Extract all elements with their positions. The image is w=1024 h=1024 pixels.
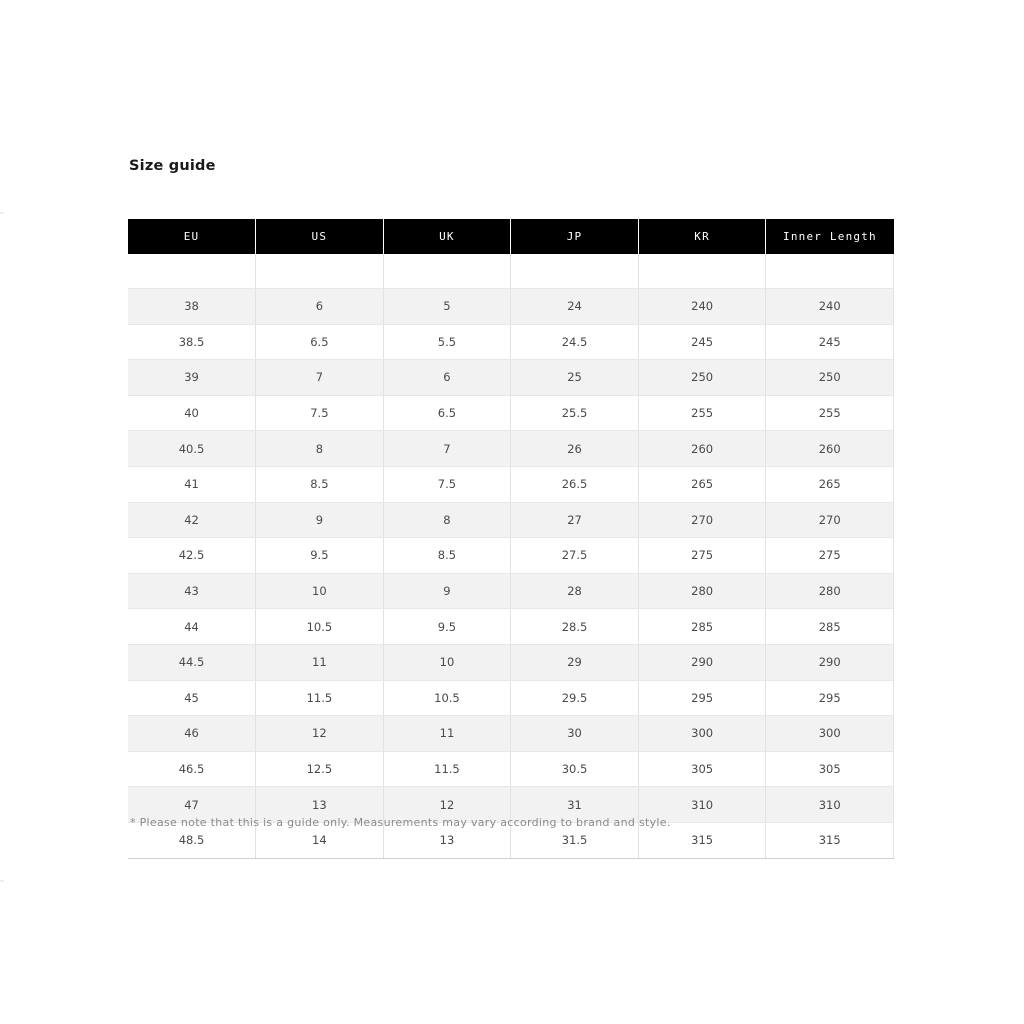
table-cell: 31 — [511, 787, 639, 823]
table-cell: 42.5 — [128, 538, 256, 574]
table-cell: 40 — [128, 395, 256, 431]
table-cell: 8.5 — [383, 538, 511, 574]
table-cell — [638, 254, 766, 289]
left-edge-rule-top — [0, 212, 4, 214]
table-cell: 270 — [766, 502, 894, 538]
table-cell: 12.5 — [256, 751, 384, 787]
table-cell: 300 — [766, 716, 894, 752]
table-cell: 315 — [638, 822, 766, 858]
table-cell: 30.5 — [511, 751, 639, 787]
table-cell — [256, 254, 384, 289]
table-row — [128, 431, 894, 467]
table-cell: 11.5 — [256, 680, 384, 716]
table-cell: 6.5 — [256, 324, 384, 360]
table-row — [128, 751, 894, 787]
table-footnote: * Please note that this is a guide only. Measurements may vary according to brand and style. — [130, 816, 671, 829]
table-cell: 6 — [383, 360, 511, 396]
table-cell: 27 — [511, 502, 639, 538]
table-cell: 26.5 — [511, 466, 639, 502]
table-cell: 255 — [638, 395, 766, 431]
table-cell: 10 — [383, 644, 511, 680]
table-cell: 41 — [128, 466, 256, 502]
table-cell: 12 — [256, 716, 384, 752]
table-cell — [766, 254, 894, 289]
table-cell: 275 — [638, 538, 766, 574]
table-cell: 9 — [383, 573, 511, 609]
table-cell: 29 — [511, 644, 639, 680]
table-row — [128, 502, 894, 538]
table-cell: 305 — [638, 751, 766, 787]
table-cell: 13 — [256, 787, 384, 823]
table-cell: 240 — [766, 289, 894, 325]
table-cell: 9 — [256, 502, 384, 538]
table-cell: 14 — [256, 822, 384, 858]
table-row — [128, 324, 894, 360]
table-cell: 39 — [128, 360, 256, 396]
table-cell: 285 — [638, 609, 766, 645]
table-cell: 11 — [256, 644, 384, 680]
table-row — [128, 716, 894, 752]
table-cell: 240 — [638, 289, 766, 325]
table-cell: 46.5 — [128, 751, 256, 787]
left-edge-rule-bottom — [0, 880, 4, 882]
table-spacer-row — [128, 254, 894, 289]
table-cell: 8 — [383, 502, 511, 538]
table-cell: 305 — [766, 751, 894, 787]
column-header-us: US — [256, 219, 384, 254]
table-cell: 250 — [766, 360, 894, 396]
table-cell: 38.5 — [128, 324, 256, 360]
table-header — [128, 219, 894, 254]
table-row — [128, 680, 894, 716]
table-cell: 9.5 — [383, 609, 511, 645]
table-cell: 265 — [766, 466, 894, 502]
table-cell: 7 — [383, 431, 511, 467]
table-cell: 28.5 — [511, 609, 639, 645]
table-row — [128, 289, 894, 325]
table-cell: 29.5 — [511, 680, 639, 716]
table-row — [128, 360, 894, 396]
table-cell — [128, 254, 256, 289]
table-cell: 38 — [128, 289, 256, 325]
table-cell: 9.5 — [256, 538, 384, 574]
table-cell: 8.5 — [256, 466, 384, 502]
table-cell: 10 — [256, 573, 384, 609]
table-cell: 11 — [383, 716, 511, 752]
table-cell: 250 — [638, 360, 766, 396]
table-cell: 295 — [766, 680, 894, 716]
column-header-kr: KR — [638, 219, 766, 254]
column-header-jp: JP — [511, 219, 639, 254]
table-cell: 260 — [766, 431, 894, 467]
table-cell: 290 — [638, 644, 766, 680]
table-cell: 10.5 — [256, 609, 384, 645]
table-cell: 44 — [128, 609, 256, 645]
table-cell: 295 — [638, 680, 766, 716]
table-row — [128, 395, 894, 431]
column-header-eu: EU — [128, 219, 256, 254]
table-body — [128, 254, 894, 858]
table-row — [128, 573, 894, 609]
table-cell: 310 — [766, 787, 894, 823]
table-cell: 280 — [638, 573, 766, 609]
table-cell: 28 — [511, 573, 639, 609]
table-cell: 45 — [128, 680, 256, 716]
table-cell: 27.5 — [511, 538, 639, 574]
page-title: Size guide — [129, 158, 216, 174]
table-cell: 5.5 — [383, 324, 511, 360]
table-row — [128, 644, 894, 680]
table-row — [128, 609, 894, 645]
table-cell: 275 — [766, 538, 894, 574]
table-cell: 46 — [128, 716, 256, 752]
column-header-uk: UK — [383, 219, 511, 254]
table-cell: 12 — [383, 787, 511, 823]
table-cell: 7.5 — [383, 466, 511, 502]
table-row — [128, 466, 894, 502]
table-cell: 24.5 — [511, 324, 639, 360]
table-cell: 44.5 — [128, 644, 256, 680]
table-cell: 25 — [511, 360, 639, 396]
table-cell: 43 — [128, 573, 256, 609]
table-cell: 245 — [638, 324, 766, 360]
table-cell: 25.5 — [511, 395, 639, 431]
table-cell: 5 — [383, 289, 511, 325]
table-cell: 255 — [766, 395, 894, 431]
table-cell: 48.5 — [128, 822, 256, 858]
table-cell: 280 — [766, 573, 894, 609]
table-cell: 11.5 — [383, 751, 511, 787]
table-cell: 315 — [766, 822, 894, 858]
table-cell: 31.5 — [511, 822, 639, 858]
table-cell: 42 — [128, 502, 256, 538]
column-header-inner-length: Inner Length — [766, 219, 894, 254]
table-cell: 265 — [638, 466, 766, 502]
table-cell: 285 — [766, 609, 894, 645]
table-cell — [511, 254, 639, 289]
table-header-row — [128, 219, 894, 254]
table-cell: 6 — [256, 289, 384, 325]
table-cell: 47 — [128, 787, 256, 823]
table-cell: 260 — [638, 431, 766, 467]
table-row — [128, 538, 894, 574]
table-cell: 26 — [511, 431, 639, 467]
table-cell: 270 — [638, 502, 766, 538]
table-cell: 310 — [638, 787, 766, 823]
table-cell: 300 — [638, 716, 766, 752]
table-cell: 7.5 — [256, 395, 384, 431]
table-cell: 6.5 — [383, 395, 511, 431]
table-cell: 13 — [383, 822, 511, 858]
table-cell: 30 — [511, 716, 639, 752]
table-cell: 24 — [511, 289, 639, 325]
table-cell: 40.5 — [128, 431, 256, 467]
size-table-wrapper — [128, 219, 894, 859]
table-cell: 10.5 — [383, 680, 511, 716]
table-cell: 245 — [766, 324, 894, 360]
table-cell: 8 — [256, 431, 384, 467]
table-cell: 290 — [766, 644, 894, 680]
size-conversion-table — [128, 219, 894, 859]
table-cell — [383, 254, 511, 289]
table-cell: 7 — [256, 360, 384, 396]
